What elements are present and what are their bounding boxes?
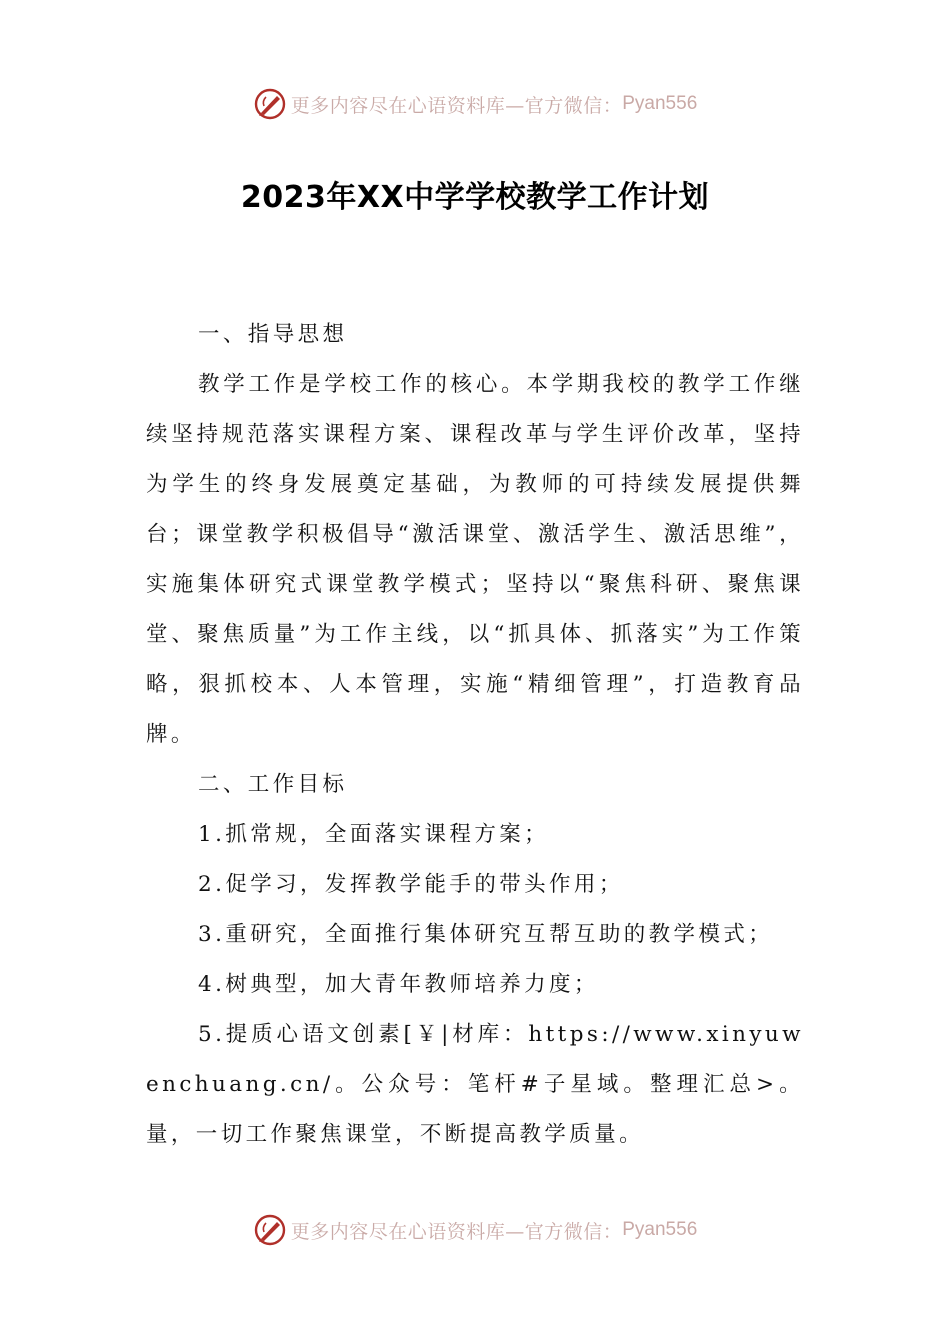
document-body [146, 310, 804, 1160]
goal-item: 4.树典型，加大青年教师培养力度； [198, 972, 599, 997]
goal-item: 3.重研究，全面推行集体研究互帮互助的教学模式； [198, 922, 774, 947]
goal-item: 5.提质心语文创素[￥|材库：https://www.xinyuwenchuang.cn/。公众号：笔杆#子星域。整理汇总>。量，一切工作聚焦课堂，不断提高教学质量。 [146, 1022, 804, 1147]
banner-text: 更多内容尽在心语资料库—官方微信： [290, 94, 623, 117]
banner-wechat-id: Pyan556 [622, 1219, 698, 1240]
section-heading-work-goals: 二、工作目标 [198, 772, 348, 797]
section-heading-guiding-ideology: 一、指导思想 [198, 322, 348, 347]
document-title: 2023年XX中学学校教学工作计划 [240, 180, 710, 215]
pen-logo-icon [253, 1213, 287, 1247]
goal-item: 1.抓常规，全面落实课程方案； [198, 822, 550, 847]
body-paragraph: 教学工作是学校工作的核心。本学期我校的教学工作继续坚持规范落实课程方案、课程改革与学生评价改革，坚持为学生的终身发展奠定基础，为教师的可持续发展提供舞台；课堂教学积极倡导“激活课堂、激活学生、激活思维”，实施集体研究式课堂教学模式；坚持以“聚焦科研、聚焦课堂、聚焦质量”为工作主线，以“抓具体、抓落实”为工作策略，狠抓校本、人本管理，实施“精细管理”，打造教育品牌。 [146, 372, 804, 747]
banner-wechat-id: Pyan556 [622, 93, 698, 114]
goal-item: 2.促学习，发挥教学能手的带头作用； [198, 872, 624, 897]
header-banner [0, 82, 950, 126]
footer-banner [0, 1208, 950, 1252]
banner-text: 更多内容尽在心语资料库—官方微信： [290, 1220, 623, 1243]
pen-logo-icon [253, 87, 287, 121]
